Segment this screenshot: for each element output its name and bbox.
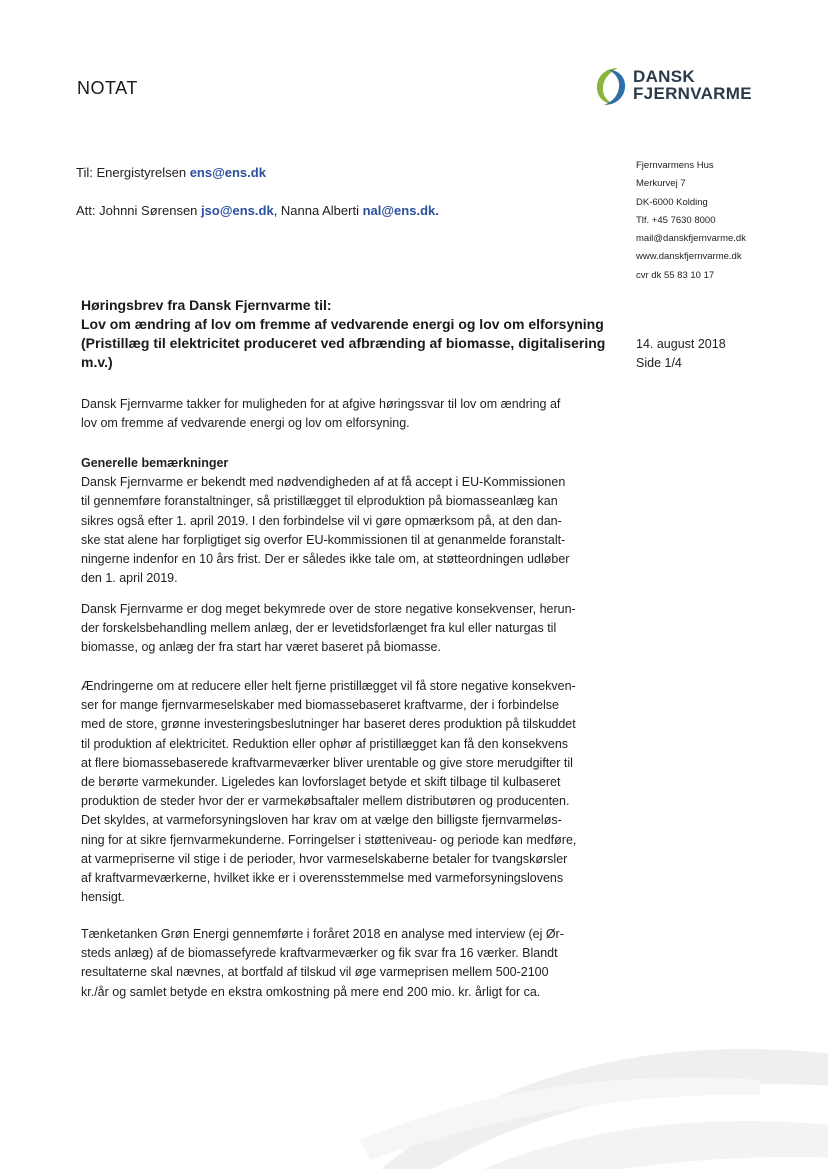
to-label: Til: Energistyrelsen — [76, 165, 187, 180]
heading-line: m.v.) — [81, 354, 113, 370]
text-line: sikres også efter 1. april 2019. I den forbindelse vil vi gøre opmærksom på, at den dan- — [81, 513, 562, 528]
att-label: Att: Johnni Sørensen — [76, 203, 198, 218]
text-line: til produktion af elektricitet. Reduktion eller ophør af pristillægget kan få den konsekvens — [81, 736, 569, 751]
paragraph-3 — [81, 677, 611, 907]
text-line: hensigt. — [81, 890, 125, 905]
text-line: Dansk Fjernvarme er bekendt med nødvendigheden af at få accept i EU-Kommissionen — [81, 475, 566, 490]
paragraph-2 — [81, 600, 611, 658]
address-line: Fjernvarmens Hus — [636, 160, 714, 171]
to-line — [76, 165, 266, 180]
address-line: cvr dk 55 83 10 17 — [636, 269, 715, 281]
att-separator: , Nanna Alberti — [273, 203, 359, 218]
dansk-fjernvarme-logo — [592, 64, 772, 114]
att-email-link-2[interactable]: nal@ens.dk — [362, 203, 436, 218]
text-line: Det skyldes, at varmeforsyningsloven har krav om at vælge den billigste fjernvarmeløs- — [81, 813, 562, 828]
text-line: ske stat alene har forpligtiget sig overfor EU-kommissionen til at genanmelde foranstalt- — [81, 532, 566, 547]
address-email-link[interactable]: mail@danskfjernvarme.dk — [636, 233, 746, 245]
page-number: Side 1/4 — [636, 356, 682, 370]
text-line: produktion de steder hvor der er varmekøbsaftaler mellem distributøren og producenten. — [81, 794, 570, 809]
text-line: Dansk Fjernvarme takker for muligheden for at afgive høringssvar til lov om ændring af — [81, 397, 561, 411]
text-line: af kraftvarmeværkerne, hvilket ikke er i overensstemmelse med varmeforsyningslovens — [81, 871, 564, 886]
paragraph-4 — [81, 925, 611, 1002]
to-email-link[interactable]: ens@ens.dk — [189, 165, 266, 180]
text-line: den 1. april 2019. — [81, 571, 178, 586]
general-remarks-section — [81, 454, 611, 588]
address-line: DK-6000 Kolding — [636, 196, 708, 208]
logo-text-line2: FJERNVARME — [633, 84, 752, 103]
text-line: ningerne indenfor en 10 års frist. Der er således ikke tale om, at støtteordningen udløber — [81, 552, 570, 567]
text-line: Ændringerne om at reducere eller helt fjerne pristillægget vil få store negative konsekven- — [81, 679, 576, 693]
heading-line: (Pristillæg til elektricitet produceret ved afbrænding af biomasse, digitalisering — [81, 335, 606, 351]
text-line: til gennemføre foranstaltninger, så pristillægget til elproduktion på biomasseanlæg kan — [81, 494, 558, 509]
text-line: kr./år og samlet betyde en ekstra omkostning på mere end 200 mio. kr. årligt for ca. — [81, 984, 541, 999]
text-line: lov om fremme af vedvarende energi og lov om elforsyning. — [81, 416, 410, 431]
address-line: Tlf. +45 7630 8000 — [636, 214, 716, 226]
att-line — [76, 203, 439, 218]
address-line: Merkurvej 7 — [636, 178, 686, 190]
logo-swirl-icon — [592, 64, 630, 108]
att-email-link-1[interactable]: jso@ens.dk — [201, 203, 274, 218]
text-line: ning for at sikre fjernvarmekunderne. Forringelser i støtteniveau- og periode kan medføre, — [81, 832, 577, 847]
text-line: ser for mange fjernvarmeselskaber med biomassebaseret kraftvarme, der i forbindelse — [81, 698, 559, 713]
sender-address-block — [636, 157, 816, 285]
section-title: Generelle bemærkninger — [81, 456, 229, 470]
att-end: . — [435, 203, 439, 218]
text-line: resultaterne skal nævnes, at bortfald af tilskud vil øge varmeprisen mellem 500-2100 — [81, 965, 549, 980]
text-line: de berørte varmekunder. Ligeledes kan lovforslaget betyde et skift tilbage til kulbaseret — [81, 775, 561, 790]
text-line: biomasse, og anlæg der fra start har været baseret på biomasse. — [81, 640, 441, 655]
date-block — [636, 335, 726, 373]
address-web-link[interactable]: www.danskfjernvarme.dk — [636, 251, 742, 263]
text-line: at varmepriserne vil stige i de perioder, hvor varmeselskaberne betaler for tvangskørsler — [81, 851, 568, 866]
text-line: med de store, grønne investeringsbeslutninger har baseret deres produktion på tilskuddet — [81, 717, 576, 732]
intro-paragraph — [81, 395, 611, 433]
text-line: steds anlæg) af de biomassefyrede kraftvarmeværker og fik svar fra 16 værker. Blandt — [81, 946, 558, 961]
text-line: Dansk Fjernvarme er dog meget bekymrede over de store negative konsekvenser, herun- — [81, 602, 576, 616]
document-type-label: NOTAT — [77, 78, 138, 98]
heading-line: Høringsbrev fra Dansk Fjernvarme til: — [81, 297, 332, 313]
text-line: at flere biomassebaserede kraftvarmeværker bliver urentable og give store merudgifter til — [81, 755, 573, 770]
text-line: Tænketanken Grøn Energi gennemførte i foråret 2018 en analyse med interview (ej Ør- — [81, 927, 564, 941]
watermark-swoosh — [360, 1000, 828, 1169]
text-line: der forskelsbehandling mellem anlæg, der er levetidsforlænget fra kul eller naturgas til — [81, 621, 557, 636]
heading-line: Lov om ændring af lov om fremme af vedvarende energi og lov om elforsyning — [81, 316, 604, 332]
letter-date: 14. august 2018 — [636, 337, 726, 351]
logo-text-line1: DANSK — [633, 67, 695, 86]
letter-heading — [81, 296, 611, 372]
